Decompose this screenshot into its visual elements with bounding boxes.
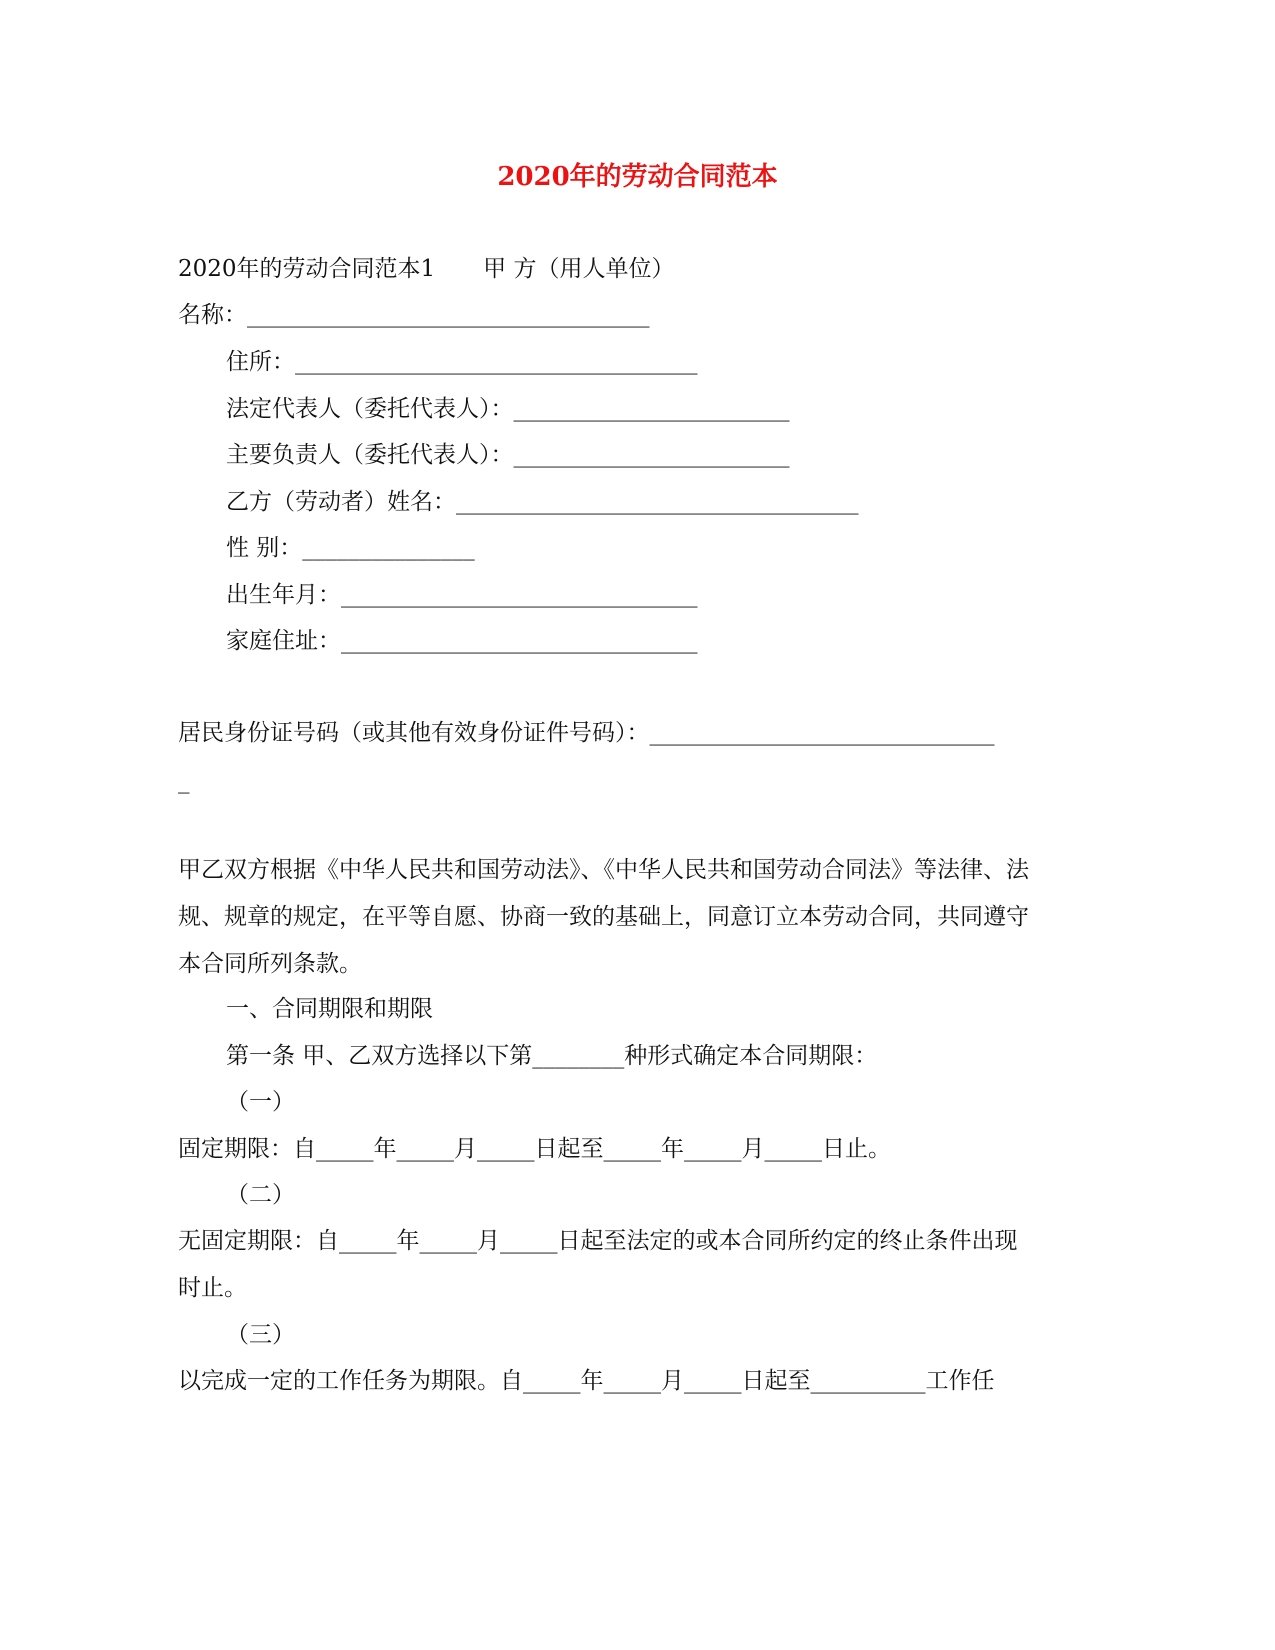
id-number-continuation: _ (178, 768, 190, 794)
option-3-text: 以完成一定的工作任务为期限。自_____年_____月_____日起至__________工作任 (178, 1368, 995, 1394)
id-number-field: 居民身份证号码（或其他有效身份证件号码）：______________________________ (178, 720, 995, 746)
contract-heading: 2020年的劳动合同范本1 (178, 256, 436, 282)
document-title: 2020年的劳动合同范本 (497, 162, 778, 192)
principal-field: 主要负责人（委托代表人）：________________________ (226, 442, 790, 468)
gender-field: 性 别：_______________ (226, 535, 475, 561)
name-field: 名称：___________________________________ (178, 302, 650, 328)
option-1-text: 固定期限：自_____年_____月_____日起至_____年_____月_____日止。 (178, 1136, 891, 1162)
option-2-text: 无固定期限：自_____年_____月_____日起至法定的或本合同所约定的终止条件出现时止。 (178, 1228, 1018, 1301)
address-field: 住所：___________________________________ (226, 349, 698, 375)
option-3-label: （三） (226, 1322, 295, 1348)
contract-heading-line (178, 252, 674, 286)
legal-rep-field: 法定代表人（委托代表人）：________________________ (226, 396, 790, 422)
article-1: 第一条 甲、乙双方选择以下第________种形式确定本合同期限： (226, 1043, 878, 1069)
birth-field: 出生年月：_______________________________ (226, 582, 698, 608)
home-address-field: 家庭住址：_______________________________ (226, 628, 698, 654)
section-heading: 一、合同期限和期限 (226, 996, 433, 1022)
party-a-label: 甲 方（用人单位） (483, 256, 675, 282)
option-2-label: （二） (226, 1182, 295, 1208)
party-b-name-field: 乙方（劳动者）姓名：___________________________________ (226, 489, 859, 515)
option-1-label: （一） (226, 1089, 295, 1115)
intro-paragraph: 甲乙双方根据《中华人民共和国劳动法》、《中华人民共和国劳动合同法》等法律、法规、规章的规定，在平等自愿、协商一致的基础上，同意订立本劳动合同，共同遵守本合同所列条款。 (178, 857, 1029, 977)
